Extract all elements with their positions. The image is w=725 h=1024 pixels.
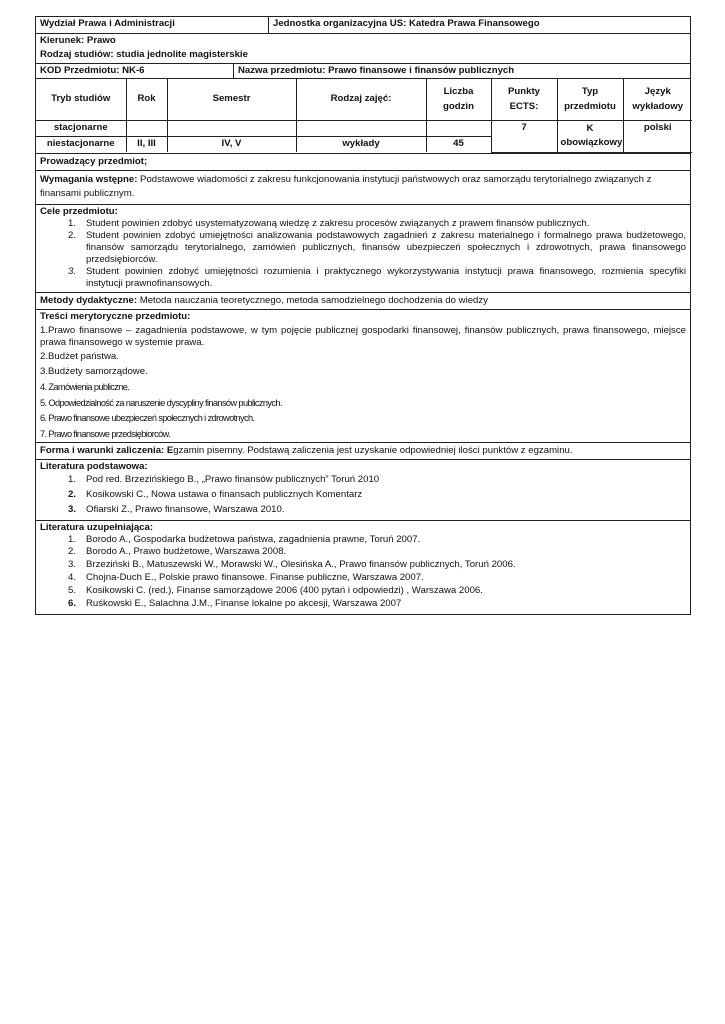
item-text: Kosikowski C. (red.), Finanse samorządowe 2006 (400 pytań i odpowiedzi) , Warszawa 2006. (86, 585, 483, 597)
header-hours: Liczba godzin (426, 79, 491, 120)
header-class-type: Rodzaj zajęć: (296, 79, 426, 120)
semester-cell (167, 120, 296, 136)
list-item (40, 503, 686, 518)
content-line: 5. Odpowiedzialność za naruszenie dyscypliny finansów publicznych. (40, 397, 282, 408)
item-text: Brzeziński B., Matuszewski W., Morawski W., Olesińska A., Prawo finansów publicznych, Toruń 2006. (86, 559, 516, 571)
item-text: Borodo A., Prawo budżetowe, Warszawa 2008. (86, 546, 287, 558)
item-number: 3. (67, 559, 76, 571)
content-line: 1.Prawo finansowe – zagadnienia podstawowe, w tym pojęcie publicznej gospodarki finansowej, finansów publicznych, prawa finansowego, miejsce prawa finansowego w systemie prawa. (40, 325, 686, 349)
requirements-row (36, 171, 690, 206)
class-type-cell (296, 120, 426, 136)
list-item (40, 473, 686, 488)
content-row (36, 310, 690, 443)
item-number: 2. (67, 230, 76, 242)
list-item (40, 266, 686, 290)
subject-code: KOD Przedmiotu: NK-6 (40, 65, 145, 76)
year-cell: II, III (126, 136, 167, 152)
header-ects: Punkty ECTS: (491, 79, 557, 120)
item-number: 4. (67, 572, 76, 584)
language-cell: polski (623, 120, 692, 152)
field-of-study: Kierunek: Prawo (40, 35, 116, 46)
faculty-name: Wydział Prawa i Administracji (40, 18, 175, 29)
content-line: 3.Budżety samorządowe. (40, 366, 148, 378)
item-number: 2. (67, 488, 76, 500)
assessment-label: Forma i warunki zaliczenia: E (40, 445, 174, 457)
literature-basic-list (40, 473, 686, 518)
study-type: Rodzaj studiów: studia jednolite magisterskie (40, 49, 248, 60)
item-number: 3. (67, 266, 76, 278)
content-line: 2.Budżet państwa. (40, 351, 119, 363)
organizational-unit: Jednostka organizacyjna US: Katedra Prawa Finansowego (268, 17, 690, 33)
goals-row (36, 205, 690, 293)
methods-label: Metody dydaktyczne: (40, 295, 138, 307)
mode-cell: niestacjonarne (36, 136, 126, 152)
literature-basic-row (36, 460, 690, 521)
content-label: Treści merytoryczne przedmiotu: (40, 311, 191, 323)
item-text: Student powinien zdobyć umiejętności analizowania podstawowych zagadnień z zakresu materialnego i formalnego prawa budżetowego, finansów samorządu terytorialnego, zamówień publicznych, finansów ubezpieczeń społecznych i zdrowotnych, prawa finansowego przedsiębiorców. (86, 230, 686, 266)
requirements-text: Podstawowe wiadomości z zakresu funkcjonowania instytucji państwowych oraz samorządu terytorialnego związanych z finansami publicznym. (40, 173, 652, 200)
item-text: Pod red. Brzezińskiego B., „Prawo finansów publicznych” Toruń 2010 (86, 473, 380, 485)
item-text: Chojna-Duch E., Polskie prawo finansowe. Finanse publiczne, Warszawa 2007. (86, 572, 424, 584)
item-text: Borodo A., Gospodarka budżetowa państwa, zagadnienia prawne, Toruń 2007. (86, 533, 421, 545)
item-text: Ruśkowski E., Salachna J.M., Finanse lokalne po akcesji, Warszawa 2007 (86, 598, 402, 610)
hours-cell (426, 120, 491, 136)
item-number: 1. (67, 533, 76, 545)
item-text: Ofiarski Z., Prawo finansowe, Warszawa 2010. (86, 503, 285, 515)
item-text: Student powinien zdobyć umiejętności rozumienia i praktycznego wykorzystywania instytucji prawa finansowego, rozmienia specyfiki instytucji prawnofinansowych. (86, 266, 686, 290)
schedule-row-fulltime (36, 120, 692, 136)
year-cell (126, 120, 167, 136)
subject-type-cell: K obowiązkowy (557, 120, 623, 152)
goals-label: Cele przedmiotu: (40, 206, 118, 218)
item-number: 1. (67, 218, 76, 230)
list-item (40, 534, 686, 547)
mode-cell: stacjonarne (36, 120, 126, 136)
item-number: 6. (67, 598, 76, 610)
lecturer-row: Prowadzący przedmiot; (36, 154, 690, 171)
list-item (40, 559, 686, 572)
assessment-text: gzamin pisemny. Podstawą zaliczenia jest uzyskanie odpowiedniej ilości punktów z egzaminu. (173, 445, 573, 457)
list-item (40, 598, 686, 611)
item-number: 3. (67, 503, 76, 515)
list-item (40, 488, 686, 503)
field-row (36, 34, 690, 64)
literature-extra-list (40, 534, 686, 612)
content-line: 7. Prawo finansowe przedsiębiorców. (40, 428, 171, 439)
header-year: Rok (126, 79, 167, 120)
header-mode: Tryb studiów (36, 79, 126, 120)
methods-row (36, 293, 690, 310)
goals-list (40, 218, 686, 290)
assessment-row (36, 443, 690, 460)
methods-text: Metoda nauczania teoretycznego, metoda samodzielnego dochodzenia do wiedzy (137, 295, 488, 307)
item-number: 5. (67, 585, 76, 597)
subject-name: Nazwa przedmiotu: Prawo finansowe i finansów publicznych (233, 64, 690, 78)
class-type-cell: wykłady (296, 136, 426, 152)
list-item (40, 585, 686, 598)
literature-extra-label: Literatura uzupełniająca: (40, 521, 154, 533)
list-item (40, 230, 686, 266)
list-item (40, 546, 686, 559)
subject-row (36, 64, 690, 79)
schedule-table (36, 79, 692, 153)
literature-extra-row (36, 521, 690, 615)
syllabus-table (35, 16, 691, 615)
item-number: 1. (67, 473, 76, 485)
content-line: 4. Zamówienia publiczne. (40, 382, 130, 393)
header-semester: Semestr (167, 79, 296, 120)
ects-cell: 7 (491, 120, 557, 152)
literature-basic-label: Literatura podstawowa: (40, 461, 148, 472)
schedule-grid (36, 79, 690, 154)
header-language: Język wykładowy (623, 79, 692, 120)
requirements-label: Wymagania wstępne: (40, 173, 138, 185)
faculty-row (36, 17, 690, 34)
item-number: 2. (67, 546, 76, 558)
content-line: 6. Prawo finansowe ubezpieczeń społecznych i zdrowotnych. (40, 413, 255, 424)
list-item (40, 218, 686, 230)
item-text: Student powinien zdobyć usystematyzowaną wiedzę z zakresu procesów związanych z prawem finansów publicznych. (86, 218, 590, 230)
list-item (40, 572, 686, 585)
schedule-header-row (36, 79, 692, 120)
item-text: Kosikowski C., Nowa ustawa o finansach publicznych Komentarz (86, 488, 363, 500)
header-subject-type: Typ przedmiotu (557, 79, 623, 120)
hours-cell: 45 (426, 136, 491, 152)
semester-cell: IV, V (167, 136, 296, 152)
